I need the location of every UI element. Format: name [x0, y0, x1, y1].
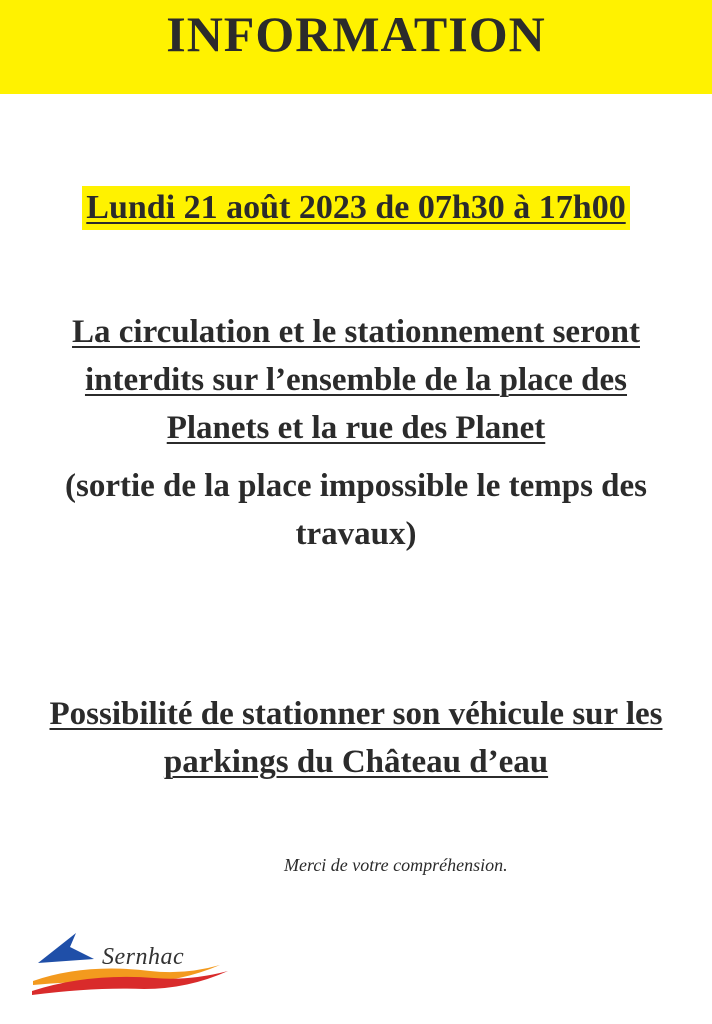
parking-line-1: Possibilité de stationner son véhicule sur les — [49, 696, 663, 732]
traffic-notice — [0, 308, 712, 452]
notice-line-1: La circulation et le stationnement seront — [72, 314, 640, 350]
parking-notice — [0, 690, 712, 786]
date-banner — [0, 186, 712, 230]
date-text: Lundi 21 août 2023 de 07h30 à 17h00 — [82, 186, 629, 230]
logo-text: Sernhac — [102, 944, 185, 970]
sernhac-logo — [30, 925, 230, 995]
note-line-2: travaux) — [295, 516, 417, 552]
notice-line-2: interdits sur l’ensemble de la place des — [84, 362, 628, 398]
note-line-1: (sortie de la place impossible le temps des — [64, 468, 648, 504]
page-title: INFORMATION — [166, 6, 546, 62]
exit-note — [0, 462, 712, 558]
notice-line-3: Planets et la rue des Planet — [166, 410, 546, 446]
parking-line-2: parkings du Château d’eau — [163, 744, 549, 780]
thanks-text: Merci de votre compréhension. — [284, 855, 508, 875]
